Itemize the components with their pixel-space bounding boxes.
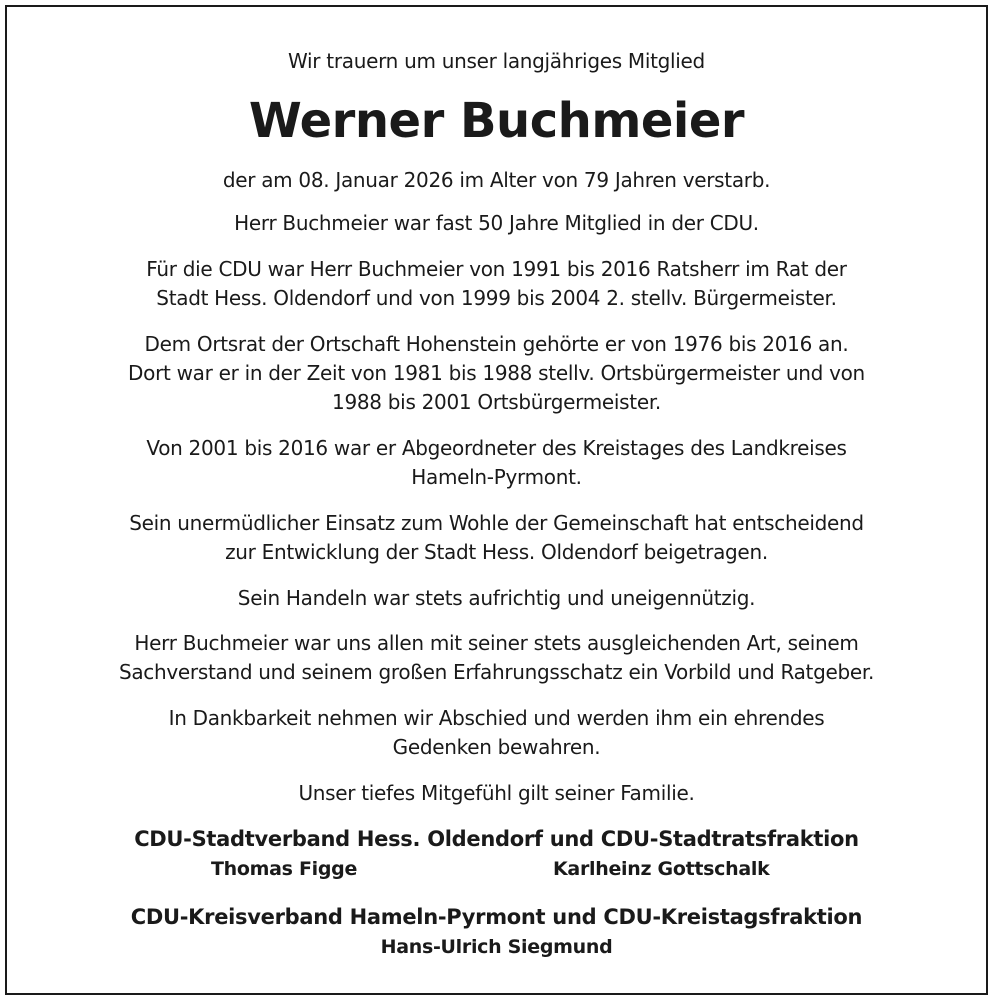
deceased-name: Werner Buchmeier [248,93,745,149]
paragraph-einsatz-line2: zur Entwicklung der Stadt Hess. Oldendorf beigetragen. [225,540,768,564]
paragraph-dankbarkeit-line2: Gedenken bewahren. [392,735,601,759]
paragraph-vorbild-line1: Herr Buchmeier war uns allen mit seiner stets ausgleichenden Art, seinem [134,631,859,655]
obituary-frame [5,5,988,995]
paragraph-vorbild-line2: Sachverstand und seinem großen Erfahrungsschatz ein Vorbild und Ratgeber. [118,660,875,684]
paragraph-ortsrat-line1: Dem Ortsrat der Ortschaft Hohenstein gehörte er von 1976 bis 2016 an. [144,332,849,356]
paragraph-kreistag-line1: Von 2001 bis 2016 war er Abgeordneter des Kreistages des Landkreises [146,436,847,460]
signer-hans-ulrich-siegmund: Hans-Ulrich Siegmund [380,936,613,958]
paragraph-council-line2: Stadt Hess. Oldendorf und von 1999 bis 2004 2. stellv. Bürgermeister. [156,286,837,310]
signer-thomas-figge: Thomas Figge [211,858,358,880]
paragraph-ortsrat-line3: 1988 bis 2001 Ortsbürgermeister. [332,390,661,414]
paragraph-ortsrat-line2: Dort war er in der Zeit von 1981 bis 1988 stellv. Ortsbürgermeister und von [128,361,865,385]
paragraph-handeln: Sein Handeln war stets aufrichtig und uneigennützig. [237,586,756,610]
paragraph-kreistag-line2: Hameln-Pyrmont. [411,465,582,489]
organization-stadtverband: CDU-Stadtverband Hess. Oldendorf und CDU-Stadtratsfraktion [134,827,859,851]
signer-karlheinz-gottschalk: Karlheinz Gottschalk [553,858,770,880]
intro-text: Wir trauern um unser langjähriges Mitglied [288,49,705,73]
paragraph-council-line1: Für die CDU war Herr Buchmeier von 1991 bis 2016 Ratsherr im Rat der [146,257,847,281]
organization-kreisverband: CDU-Kreisverband Hameln-Pyrmont und CDU-Kreistagsfraktion [130,905,863,929]
death-line: der am 08. Januar 2026 im Alter von 79 Jahren verstarb. [222,168,771,192]
paragraph-dankbarkeit-line1: In Dankbarkeit nehmen wir Abschied und werden ihm ein ehrendes [168,706,825,730]
paragraph-membership: Herr Buchmeier war fast 50 Jahre Mitglied in der CDU. [234,211,759,235]
paragraph-einsatz-line1: Sein unermüdlicher Einsatz zum Wohle der Gemeinschaft hat entscheidend [129,511,864,535]
paragraph-mitgefuehl: Unser tiefes Mitgefühl gilt seiner Familie. [298,781,695,805]
